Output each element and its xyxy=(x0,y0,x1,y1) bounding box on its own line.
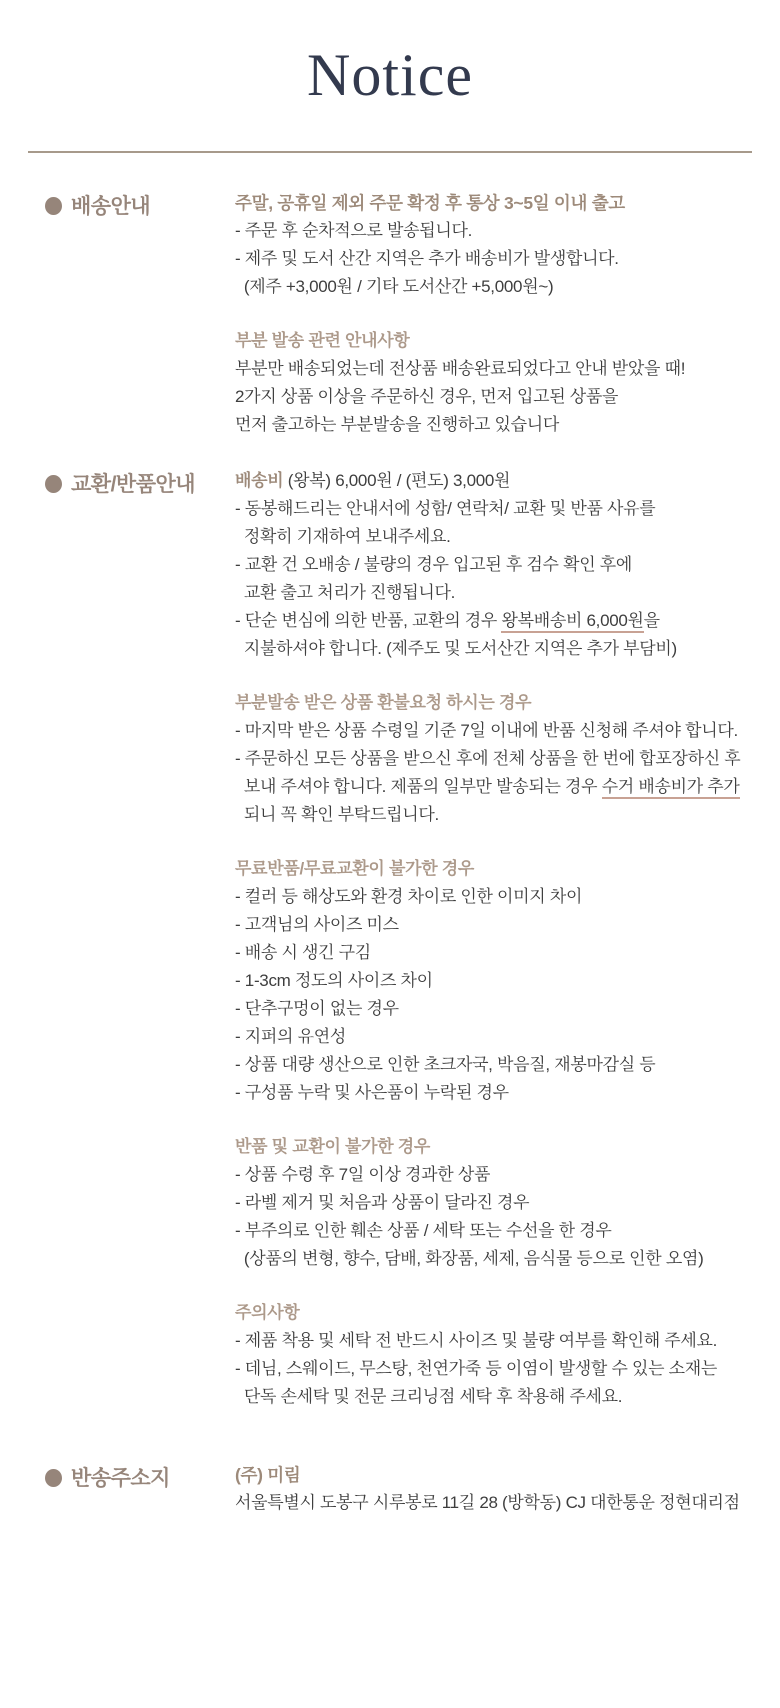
section-heading-shipping xyxy=(0,189,235,220)
text-line xyxy=(235,523,752,551)
text-line xyxy=(235,1051,752,1079)
text-segment: - 제주 및 도서 산간 지역은 추가 배송비가 발생합니다. xyxy=(235,249,619,269)
text-line xyxy=(235,939,752,967)
text-line xyxy=(235,411,752,439)
text-line xyxy=(235,717,752,745)
text-line xyxy=(235,467,752,495)
text-line xyxy=(235,995,752,1023)
text-line xyxy=(235,1217,752,1245)
text-line xyxy=(235,883,752,911)
text-segment: (제주 +3,000원 / 기타 도서산간 +5,000원~) xyxy=(235,277,554,297)
text-segment: (상품의 변형, 향수, 담배, 화장품, 세제, 음식물 등으로 인한 오염) xyxy=(235,1249,704,1269)
text-segment: 을 xyxy=(643,611,660,631)
text-line xyxy=(235,579,752,607)
lead-text xyxy=(235,1461,752,1489)
text-segment: 정확히 기재하여 보내주세요. xyxy=(235,527,451,547)
lead-text xyxy=(235,189,752,217)
text-line xyxy=(235,607,752,635)
text-segment: - 단순 변심에 의한 반품, 교환의 경우 xyxy=(235,611,502,631)
text-segment: 무료반품/무료교환이 불가한 경우 xyxy=(235,859,474,879)
text-segment: - 마지막 받은 상품 수령일 기준 7일 이내에 반품 신청해 주셔야 합니다. xyxy=(235,721,738,741)
text-segment: 2가지 상품 이상을 주문하신 경우, 먼저 입고된 상품을 xyxy=(235,387,619,407)
section-return-address xyxy=(0,1461,780,1517)
text-segment: - 주문하신 모든 상품을 받으신 후에 전체 상품을 한 번에 합포장하신 후 xyxy=(235,749,741,769)
section-heading-return-address xyxy=(0,1461,235,1492)
text-segment: 보내 주셔야 합니다. 제품의 일부만 발송되는 경우 xyxy=(235,777,602,797)
text-segment: - 1-3cm 정도의 사이즈 차이 xyxy=(235,971,433,991)
subsection-heading xyxy=(235,327,752,355)
text-segment: 주의사항 xyxy=(235,1303,300,1323)
section-shipping xyxy=(0,189,780,439)
text-line xyxy=(235,1161,752,1189)
page-title: Notice xyxy=(307,42,473,108)
text-segment: - 데님, 스웨이드, 무스탕, 천연가죽 등 이염이 발생할 수 있는 소재는 xyxy=(235,1359,718,1379)
text-line xyxy=(235,1245,752,1273)
text-line xyxy=(235,1355,752,1383)
subsection-heading xyxy=(235,689,752,717)
text-segment: - 동봉해드리는 안내서에 성함/ 연락처/ 교환 및 반품 사유를 xyxy=(235,499,656,519)
text-line xyxy=(235,383,752,411)
text-line xyxy=(235,911,752,939)
subsection-heading xyxy=(235,1133,752,1161)
text-line xyxy=(235,773,752,801)
text-line xyxy=(235,1023,752,1051)
text-segment: 부분 발송 관련 안내사항 xyxy=(235,331,410,351)
section-exchange-return xyxy=(0,467,780,1411)
text-segment: - 고객님의 사이즈 미스 xyxy=(235,915,399,935)
text-segment: 부분발송 받은 상품 환불요청 하시는 경우 xyxy=(235,693,532,713)
subsection-heading xyxy=(235,1299,752,1327)
text-segment: 서울특별시 도봉구 시루봉로 11길 28 (방학동) CJ 대한통운 정현대리점 xyxy=(235,1493,740,1513)
text-segment: - 주문 후 순차적으로 발송됩니다. xyxy=(235,221,473,241)
notice-page xyxy=(0,42,780,1708)
notice-sections xyxy=(0,189,780,1517)
section-heading-exchange-return xyxy=(0,467,235,498)
text-segment: - 단추구멍이 없는 경우 xyxy=(235,999,399,1019)
text-segment: (왕복) 6,000원 / (편도) 3,000원 xyxy=(283,471,511,491)
text-segment: - 교환 건 오배송 / 불량의 경우 입고된 후 검수 확인 후에 xyxy=(235,555,633,575)
text-line xyxy=(235,217,752,245)
text-line xyxy=(235,1489,752,1517)
section-label-text: 배송안내 xyxy=(71,195,151,219)
top-divider xyxy=(28,151,752,153)
text-segment: - 지퍼의 유연성 xyxy=(235,1027,346,1047)
text-line xyxy=(235,745,752,773)
section-label-text: 반송주소지 xyxy=(71,1467,170,1491)
underlined-text: 수거 배송비가 추가 xyxy=(602,777,740,799)
text-segment: - 제품 착용 및 세탁 전 반드시 사이즈 및 불량 여부를 확인해 주세요. xyxy=(235,1331,718,1351)
text-segment: - 라벨 제거 및 처음과 상품이 달라진 경우 xyxy=(235,1193,530,1213)
text-segment: - 구성품 누락 및 사은품이 누락된 경우 xyxy=(235,1083,509,1103)
text-segment: 지불하셔야 합니다. (제주도 및 도서산간 지역은 추가 부담비) xyxy=(235,639,677,659)
underlined-text: 왕복배송비 6,000원 xyxy=(501,611,643,633)
text-line xyxy=(235,273,752,301)
text-segment: 단독 손세탁 및 전문 크리닝점 세탁 후 착용해 주세요. xyxy=(235,1387,623,1407)
text-line xyxy=(235,1327,752,1355)
text-segment: - 상품 수령 후 7일 이상 경과한 상품 xyxy=(235,1165,491,1185)
emphasis-text: 배송비 xyxy=(235,471,284,491)
text-line xyxy=(235,1079,752,1107)
text-segment: - 컬러 등 해상도와 환경 차이로 인한 이미지 차이 xyxy=(235,887,583,907)
text-line xyxy=(235,635,752,663)
text-line xyxy=(235,355,752,383)
text-segment: 되니 꼭 확인 부탁드립니다. xyxy=(235,805,439,825)
bullet-icon xyxy=(45,197,62,215)
text-line xyxy=(235,1189,752,1217)
text-segment: - 부주의로 인한 훼손 상품 / 세탁 또는 수선을 한 경우 xyxy=(235,1221,612,1241)
section-label-text: 교환/반품안내 xyxy=(71,473,196,497)
text-segment: (주) 미림 xyxy=(235,1465,301,1486)
text-line xyxy=(235,967,752,995)
section-content-exchange-return xyxy=(235,467,780,1411)
text-line xyxy=(235,551,752,579)
text-segment: 반품 및 교환이 불가한 경우 xyxy=(235,1137,431,1157)
text-segment: - 배송 시 생긴 구김 xyxy=(235,943,371,963)
text-segment: - 상품 대량 생산으로 인한 초크자국, 박음질, 재봉마감실 등 xyxy=(235,1055,656,1075)
section-content-shipping xyxy=(235,189,780,439)
text-line xyxy=(235,495,752,523)
section-content-return-address xyxy=(235,1461,780,1517)
subsection-heading xyxy=(235,855,752,883)
text-segment: 주말, 공휴일 제외 주문 확정 후 통상 3~5일 이내 출고 xyxy=(235,193,625,214)
bullet-icon xyxy=(45,1469,62,1487)
text-segment: 부분만 배송되었는데 전상품 배송완료되었다고 안내 받았을 때! xyxy=(235,359,686,379)
text-line xyxy=(235,245,752,273)
bullet-icon xyxy=(45,475,62,493)
text-line xyxy=(235,1383,752,1411)
text-segment: 교환 출고 처리가 진행됩니다. xyxy=(235,583,456,603)
text-segment: 먼저 출고하는 부분발송을 진행하고 있습니다 xyxy=(235,415,560,435)
text-line xyxy=(235,801,752,829)
